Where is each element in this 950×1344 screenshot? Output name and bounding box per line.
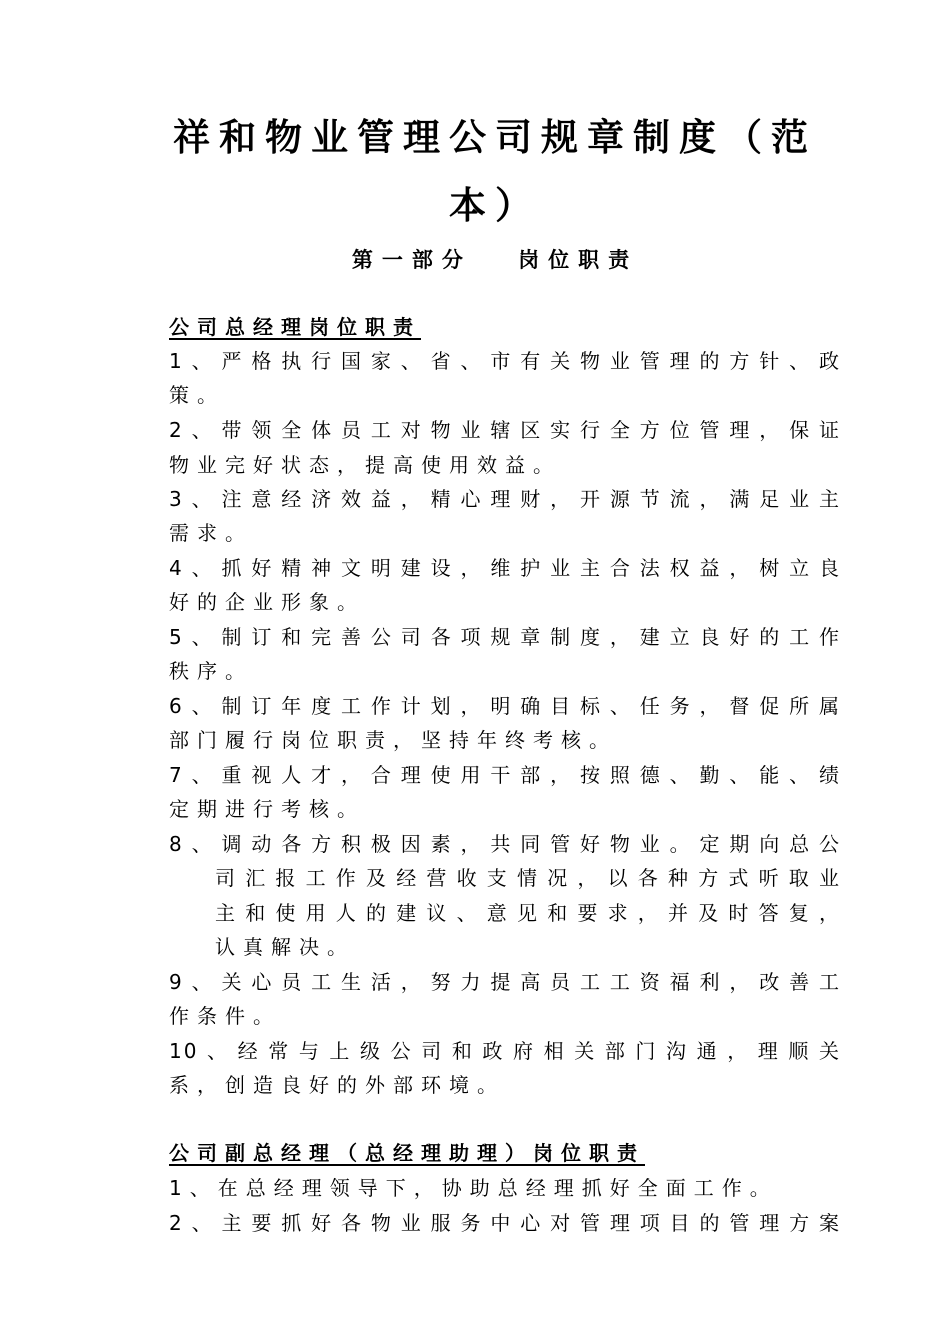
document-title-line-2: 本） [449, 184, 541, 227]
paragraph-line: 4、抓好精神文明建设，维护业主合法权益，树立良 [169, 556, 841, 580]
paragraph-line: 主和使用人的建议、意见和要求，并及时答复， [215, 901, 841, 925]
paragraph-line: 部门履行岗位职责，坚持年终考核。 [169, 728, 617, 752]
paragraph-line: 1、在总经理领导下，协助总经理抓好全面工作。 [169, 1176, 778, 1200]
section-heading-general-manager: 公司总经理岗位职责 [169, 315, 421, 339]
paragraph-line: 1、严格执行国家、省、市有关物业管理的方针、政 [169, 349, 841, 373]
paragraph-line: 作条件。 [169, 1004, 281, 1028]
paragraph-line: 8、调动各方积极因素，共同管好物业。定期向总公 [169, 832, 841, 856]
paragraph-line: 物业完好状态，提高使用效益。 [169, 453, 561, 477]
paragraph-line: 系，创造良好的外部环境。 [169, 1073, 505, 1097]
paragraph-line: 认真解决。 [215, 935, 355, 959]
paragraph-line: 定期进行考核。 [169, 797, 365, 821]
part-heading: 第一部分 岗位职责 [351, 248, 639, 272]
document-title-line-1: 祥和物业管理公司规章制度（范 [173, 116, 817, 159]
paragraph-line: 司汇报工作及经营收支情况，以各种方式听取业 [215, 866, 841, 890]
paragraph-line: 5、制订和完善公司各项规章制度，建立良好的工作 [169, 625, 841, 649]
paragraph-line: 3、注意经济效益，精心理财，开源节流，满足业主 [169, 487, 841, 511]
paragraph-line: 策。 [169, 383, 225, 407]
paragraph-line: 秩序。 [169, 659, 253, 683]
paragraph-line: 9、关心员工生活，努力提高员工工资福利，改善工 [169, 970, 841, 994]
paragraph-line: 需求。 [169, 521, 253, 545]
paragraph-line: 10、经常与上级公司和政府相关部门沟通，理顺关 [169, 1039, 841, 1063]
paragraph-line: 2、带领全体员工对物业辖区实行全方位管理，保证 [169, 418, 841, 442]
paragraph-line: 2、主要抓好各物业服务中心对管理项目的管理方案 [169, 1211, 841, 1235]
paragraph-line: 好的企业形象。 [169, 590, 365, 614]
paragraph-line: 7、重视人才，合理使用干部，按照德、勤、能、绩 [169, 763, 841, 787]
paragraph-line: 6、制订年度工作计划，明确目标、任务，督促所属 [169, 694, 841, 718]
section-heading-deputy-general-manager: 公司副总经理（总经理助理）岗位职责 [169, 1141, 645, 1165]
